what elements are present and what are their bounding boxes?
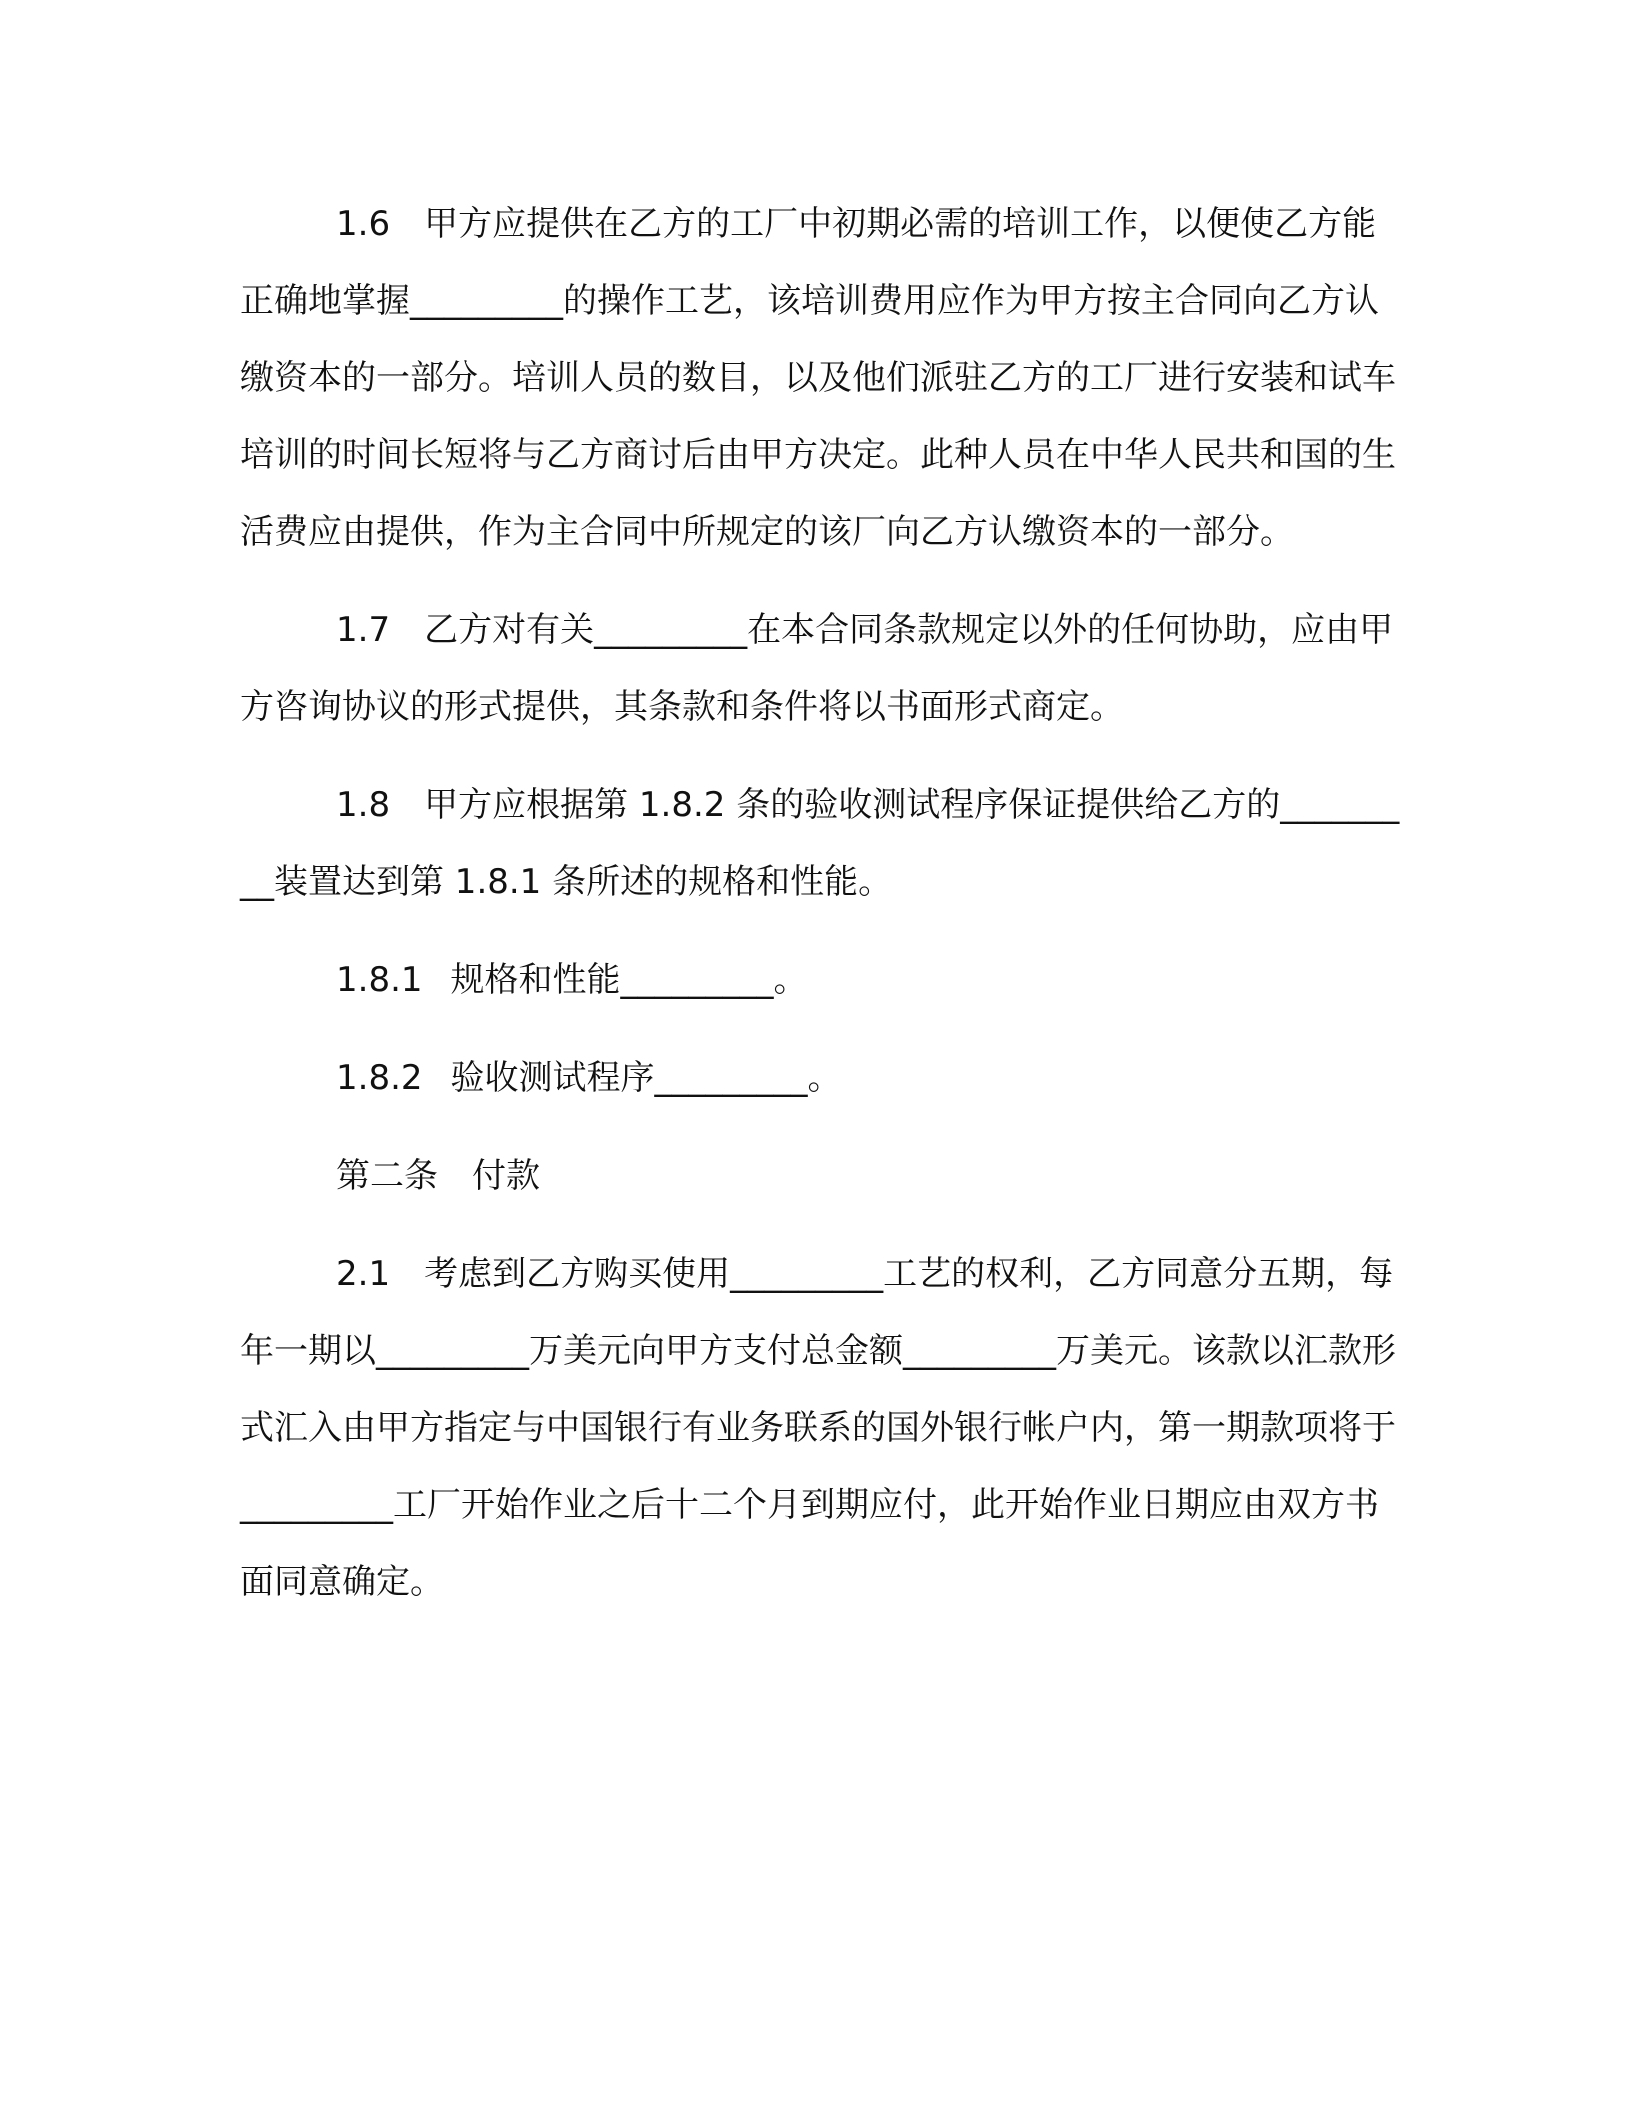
clause-1-7 xyxy=(240,592,1400,746)
clause-text: 甲方应提供在乙方的工厂中初期必需的培训工作，以便使乙方能正确地掌握_________的操作工艺，该培训费用应作为甲方按主合同向乙方认缴资本的一部分。培训人员的数目，以及他们派驻乙方的工厂进行安装和试车培训的时间长短将与乙方商讨后由甲方决定。此种人员在中华人民共和国的生活费应由提供，作为主合同中所规定的该厂向乙方认缴资本的一部分。 xyxy=(240,204,1396,552)
clause-text: 考虑到乙方购买使用_________工艺的权利，乙方同意分五期，每年一期以_________万美元向甲方支付总金额_________万美元。该款以汇款形式汇入由甲方指定与中国银行有业务联系的国外银行帐户内，第一期款项将于_________工厂开始作业之后十二个月到期应付，此开始作业日期应由双方书面同意确定。 xyxy=(240,1254,1396,1602)
clause-1-8-2 xyxy=(240,1040,1400,1117)
contract-body xyxy=(240,186,1400,1621)
clause-number: 1.7 xyxy=(336,610,391,650)
clause-number: 2.1 xyxy=(336,1254,391,1294)
clause-number: 1.8 xyxy=(336,785,391,825)
clause-number: 1.8.2 xyxy=(336,1058,423,1098)
clause-1-6 xyxy=(240,186,1400,571)
clause-text: 规格和性能_________。 xyxy=(450,960,808,1000)
clause-1-8-1 xyxy=(240,942,1400,1019)
article-title: 付款 xyxy=(472,1156,540,1196)
clause-text: 乙方对有关_________在本合同条款规定以外的任何协助，应由甲方咨询协议的形式提供，其条款和条件将以书面形式商定。 xyxy=(240,610,1394,727)
article-number: 第二条 xyxy=(336,1156,438,1196)
clause-text: 甲方应根据第 1.8.2 条的验收测试程序保证提供给乙方的_________装置达到第 1.8.1 条所述的规格和性能。 xyxy=(240,785,1400,902)
clause-number: 1.6 xyxy=(336,204,391,244)
clause-2-1 xyxy=(240,1236,1400,1621)
clause-text: 验收测试程序_________。 xyxy=(450,1058,842,1098)
article-2-heading xyxy=(240,1138,1400,1215)
clause-number: 1.8.1 xyxy=(336,960,423,1000)
clause-1-8 xyxy=(240,767,1400,921)
